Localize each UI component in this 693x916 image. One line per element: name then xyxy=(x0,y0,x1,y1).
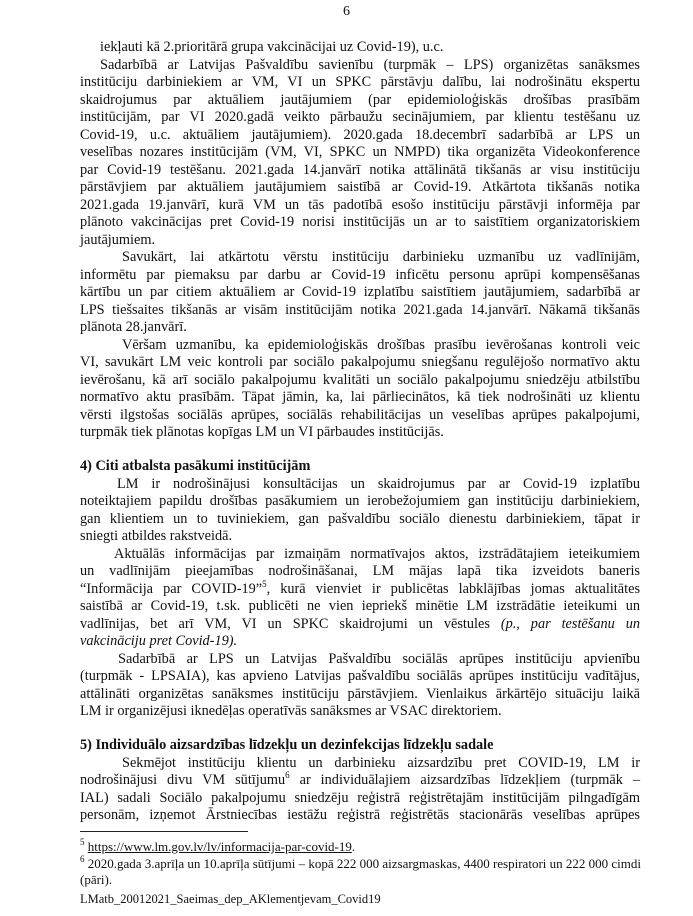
text-line xyxy=(80,616,640,634)
text-line: par Covid-19 testēšanu. 2021.gada 14.janvārī notika attālinātā tikšanās ar visu institūciju xyxy=(80,161,640,178)
text-line: LM ir organizējusi iknedēļas operatīvās sanāksmes ar VSAC direktoriem. xyxy=(80,703,502,719)
section-heading: 5) Individuālo aizsardzības līdzekļu un dezinfekcijas līdzekļu sadale xyxy=(80,737,494,753)
text-line: Sadarbībā ar LPS un Latvijas Pašvaldību sociālās aprūpes institūciju apvienību xyxy=(118,650,640,667)
text-line: Sekmējot institūciju klientu un darbinieku aizsardzību pret COVID-19, LM ir xyxy=(122,754,640,771)
paragraph xyxy=(80,546,640,651)
text-line: informētu par piemaksu par darbu ar Covid-19 inficētu personu aprūpi kompensēšanas xyxy=(80,266,640,283)
text-line: veselības nozares institūcijām (VM, VI, SPKC un NMPD) tika organizēta Videokonference xyxy=(80,144,640,160)
footnote-ref: 5 xyxy=(80,837,85,847)
text-segment: vakcināciju pret Covid-19). xyxy=(80,633,238,649)
text-line: un vadlīnijām pieejamības nodrošināšanai, LM mājas lapā tika izveidots baneris xyxy=(80,563,640,579)
text-line: skaidrojumus par aktuāliem jautājumiem (par epidemioloģiskās drošības prasībām xyxy=(80,91,640,108)
section-heading: 4) Citi atbalsta pasākumi institūcijām xyxy=(80,458,311,474)
document-footer: LMatb_20012021_Saeimas_dep_AKlementjevam_Covid19 xyxy=(80,892,381,906)
text-line: institūciju darbiniekiem ar VM, VI un SPKC pārstāvju dalību, lai nodrošinātu ekspertu xyxy=(80,74,640,90)
footnote-ref: 6 xyxy=(80,853,85,864)
footnote xyxy=(80,853,641,889)
text-segment: “Informācija par COVID-19” xyxy=(80,580,263,597)
text-line: Savukārt, lai atkārtotu vērstu institūciju darbinieku uzmanību uz vadlīnijām, xyxy=(122,249,640,265)
text-line: Covid-19, u.c. aktuāliem jautājumiem). 2020.gada 18.decembrī sadarbībā ar LPS un xyxy=(80,126,640,143)
footnotes xyxy=(80,839,640,889)
text-line: (turpmāk - LPSAIA), kas apvieno Latvijas pašvaldību sociālās aprūpes institūciju vadītājus, xyxy=(80,668,640,684)
text-line: IAL) sadali Sociālo pakalpojumu sniedzēju reģistrā reģistrētajām institūcijām pilngadīgām xyxy=(80,789,640,806)
footnote-line: (pāri). xyxy=(80,872,113,887)
text-line: sniegti atbildes rakstveidā. xyxy=(80,528,233,544)
footnote-line xyxy=(80,853,641,873)
paragraph xyxy=(80,337,640,442)
text-line: turpmāk tiek plānotas kopīgas LM un VI pārbaudes institūcijās. xyxy=(80,424,444,440)
paragraph xyxy=(80,39,640,249)
text-line xyxy=(80,578,641,599)
text-segment: (p., par testēšanu un xyxy=(500,615,640,632)
footnote-line xyxy=(80,839,640,856)
text-line xyxy=(80,633,640,651)
paragraph xyxy=(80,755,640,825)
text-line: ievērošanu, kā arī sociālo pakalpojumu kvalitāti un sociālo pakalpojumu sniedzēju atbilstību xyxy=(80,371,640,388)
paragraph xyxy=(80,651,640,721)
text-segment: vadlīnijas, bet arī VM, VI un SPKC skaidrojumi un vēstules xyxy=(80,615,501,632)
text-segment: , kurā vienviet ir publicētas labklājības jomas aktualitātes xyxy=(266,580,641,597)
text-line: LPS tiešsaites tikšanās ar visām institūcijām notika 2021.gada 14.janvārī. Nākamā tikšanās xyxy=(80,301,640,318)
text-line: Aktuālās informācijas par izmaiņām normatīvajos aktos, izstrādātajiem ieteikumiem xyxy=(114,545,640,562)
footnote-separator xyxy=(80,831,248,832)
document-body xyxy=(80,39,640,825)
text-line: pārstāvjiem par aktuāliem jautājumiem saistībā ar Covid-19. Atkārtota tikšanās notika xyxy=(80,179,640,195)
footnote-link[interactable]: https://www.lm.gov.lv/lv/informacija-par-covid-19 xyxy=(87,839,352,854)
text-line: plānoto vakcinācijas pret Covid-19 norisi institūcijās un ar to saistītiem organizatoriskiem xyxy=(80,214,640,230)
text-line: LM ir nodrošinājusi konsultācijas un skaidrojumus par ar Covid-19 izplatību xyxy=(117,475,640,492)
text-line: vērsti ilgstošas sociālās aprūpes, sociālās rehabilitācijas un veselības aprūpes pakalpojumi, xyxy=(80,406,640,423)
text-line: noteiktajiem papildu drošības pasākumiem un ierobežojumiem gan institūciju darbiniekiem, xyxy=(80,493,640,509)
text-segment: 2020.gada 3.aprīļa un 10.aprīļa sūtījumi – kopā 222 000 aizsargmaskas, 4400 respiratori un 222 000 cimdi xyxy=(84,855,641,871)
text-segment: ar individuālajiem aizsardzības līdzekļiem (turpmāk – xyxy=(289,772,640,788)
text-line: attālināti organizētas sanāksmes institūciju pārstāvjiem. Vienlaikus ārkārtējo situāciju laikā xyxy=(80,685,640,702)
text-line: institūcijām, par VI 2020.gadā veikto pārbaužu secinājumiem, par klientu testēšanu uz xyxy=(80,109,640,125)
text-segment: nodrošinājusi divu VM sūtījumu xyxy=(80,772,286,788)
footnote-ref: 6 xyxy=(285,770,290,780)
paragraph xyxy=(80,249,640,337)
page-number: 6 xyxy=(343,4,350,19)
text-line: saistībā ar Covid-19, t.sk. publicēti ne vien iepriekš minētie LM izstrādātie ieteikumi un xyxy=(80,598,640,614)
text-line: iekļauti kā 2.prioritārā grupa vakcinācijai uz Covid-19), u.c. xyxy=(100,39,444,55)
text-line: 2021.gada 19.janvārī, kurā VM un tās padotībā esošo institūciju pārstāvji informēja par xyxy=(80,196,640,213)
footnote xyxy=(80,839,640,856)
text-line: plānota 28.janvārī. xyxy=(80,319,187,335)
text-line: kārtību un par citiem aktuāliem ar Covid-19 izplatību saistītiem jautājumiem, sadarbībā ar xyxy=(80,284,640,300)
text-line: Sadarbībā ar Latvijas Pašvaldību savienību (turpmāk – LPS) organizētas sanāksmes xyxy=(100,56,640,73)
paragraph xyxy=(80,476,640,546)
text-line: Vēršam uzmanību, ka epidemioloģiskās drošības prasību ievērošanas kontroli veic xyxy=(122,336,640,353)
text-line: personām, izņemot Ārstniecības iestāžu reģistrā reģistrētās stacionārās veselības aprūpes xyxy=(80,807,640,823)
text-line xyxy=(80,772,640,790)
section-spacer xyxy=(80,442,640,459)
footnote-ref: 5 xyxy=(262,578,267,589)
section-spacer xyxy=(80,721,640,738)
text-segment: . xyxy=(351,839,356,854)
text-line: VI, savukārt LM veic kontroli par sociālo pakalpojumu sniegšanu regulējošo normatīvo aktu xyxy=(80,354,640,370)
text-line: gan klientiem un to tuviniekiem, gan pašvaldību sociālo dienestu darbiniekiem, tāpat ir xyxy=(80,510,640,527)
text-line: normatīvo aktu prasībām. Tāpat jāmin, ka, lai pārliecinātos, kā tiek nodrošināti uz klientu xyxy=(80,389,640,405)
text-line: jautājumiem. xyxy=(80,231,156,248)
